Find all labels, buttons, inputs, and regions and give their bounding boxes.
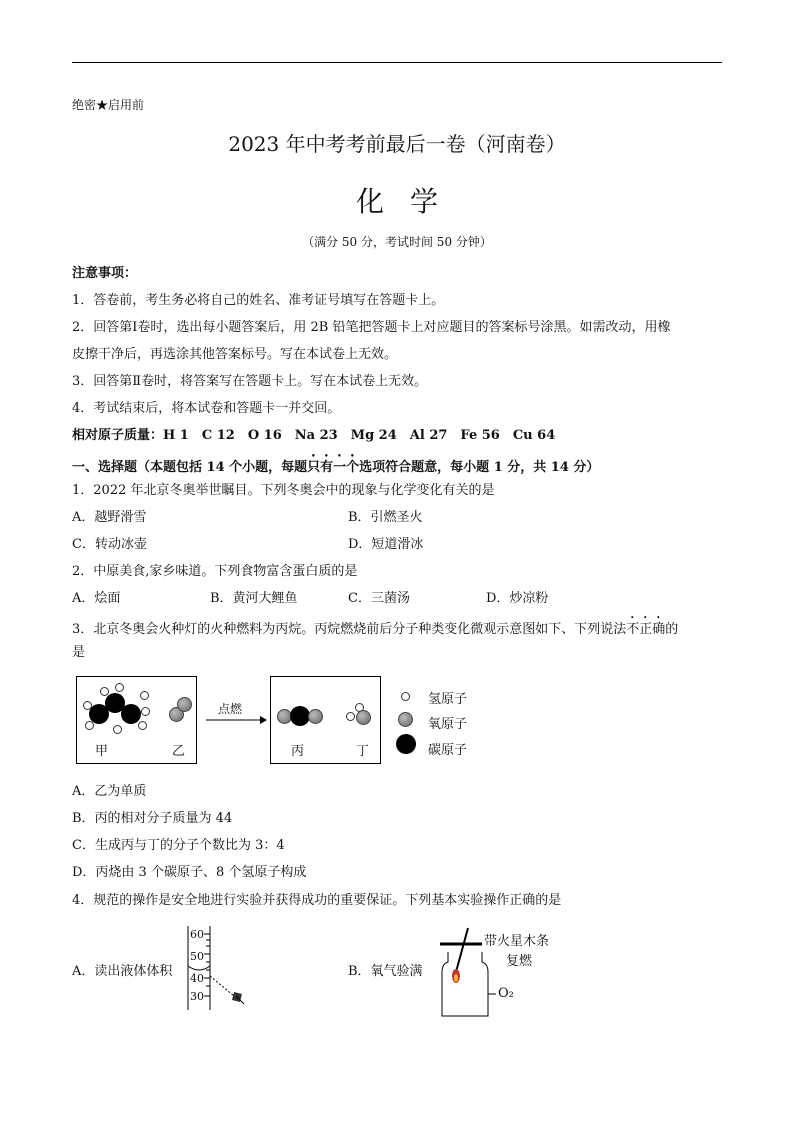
score-time-note: （满分 50 分，考试时间 50 分钟） xyxy=(302,235,492,249)
reactants-box xyxy=(76,676,197,764)
q3-option-c: C．生成丙与丁的分子个数比为 3：4 xyxy=(72,838,285,853)
q3-option-b: B．丙的相对分子质量为 44 xyxy=(72,811,233,826)
legend-carbon-label: 碳原子 xyxy=(428,743,468,758)
oxygen-gas-label: O₂ xyxy=(498,986,514,1001)
q2-option-b: B．黄河大鲤鱼 xyxy=(210,591,298,606)
hydrogen-atom xyxy=(115,683,124,692)
section-one-heading xyxy=(72,451,599,475)
exam-title: 2023 年中考考前最后一卷（河南卷） xyxy=(228,132,566,156)
legend-carbon-icon xyxy=(396,734,416,754)
graduated-cylinder-figure xyxy=(182,924,252,1014)
carbon-atom xyxy=(290,706,310,726)
section-one-emphasis: 只有一个 xyxy=(307,460,360,475)
section-one-pre: 一、选择题（本题包括 14 个小题，每题 xyxy=(72,460,308,475)
atomic-mass-line: 相对原子质量：H 1 C 12 O 16 Na 23 Mg 24 Al 27 Fe 56 Cu 64 xyxy=(72,428,556,443)
tick-label-50: 50 xyxy=(190,950,204,963)
note-item-2a: 2．回答第Ⅰ卷时，选出每小题答案后，用 2B 铅笔把答题卡上对应题目的答案标号涂黑。如需改动，用橡 xyxy=(72,320,671,335)
q2-option-a: A．烩面 xyxy=(72,591,121,606)
note-item-3: 3．回答第Ⅱ卷时，将答案写在答题卡上。写在本试卷上无效。 xyxy=(72,374,428,389)
note-item-2b: 皮擦干净后，再选涂其他答案标号。写在本试卷上无效。 xyxy=(72,347,398,362)
q2-option-d: D．炒凉粉 xyxy=(486,591,549,606)
label-ding: 丁 xyxy=(356,744,370,759)
q3-stem xyxy=(72,614,678,637)
label-yi: 乙 xyxy=(172,744,186,759)
tick-label-30: 30 xyxy=(190,990,204,1003)
arrow-label: 点燃 xyxy=(218,702,243,716)
q1-option-a: A．越野滑雪 xyxy=(72,510,147,525)
legend-oxygen-icon xyxy=(398,712,413,727)
oxygen-atom xyxy=(177,697,192,712)
confidential-label: 绝密★启用前 xyxy=(72,98,145,112)
q4-option-b: B．氧气验满 xyxy=(348,964,423,979)
oxygen-atom xyxy=(356,710,371,725)
hydrogen-atom xyxy=(113,725,122,734)
q3-option-d: D．丙烧由 3 个碳原子、8 个氢原子构成 xyxy=(72,865,307,880)
legend-hydrogen-icon xyxy=(401,692,410,701)
q3-option-a: A．乙为单质 xyxy=(72,784,147,799)
q4-stem: 4．规范的操作是安全地进行实验并获得成功的重要保证。下列基本实验操作正确的是 xyxy=(72,893,562,908)
q3-stem-pre: 3．北京冬奥会火种灯的火种燃料为丙烷。丙烷燃烧前后分子种类变化微观示意图如下、下列说法 xyxy=(72,622,627,637)
subject-title: 化学 xyxy=(355,185,464,218)
reaction-arrow-icon xyxy=(204,714,268,726)
hydrogen-atom xyxy=(140,691,149,700)
q3-stem-line2: 是 xyxy=(72,645,86,660)
hydrogen-atom xyxy=(141,707,150,716)
legend-oxygen-label: 氧原子 xyxy=(428,717,468,732)
notes-heading: 注意事项： xyxy=(72,266,138,281)
q4-option-a: A．读出液体体积 xyxy=(72,964,173,979)
q1-stem: 1．2022 年北京冬奥举世瞩目。下列冬奥会中的现象与化学变化有关的是 xyxy=(72,483,495,498)
oxygen-test-figure xyxy=(438,926,598,1022)
hydrogen-atom xyxy=(138,721,147,730)
oxygen-atom xyxy=(308,709,323,724)
products-box xyxy=(270,676,381,764)
q2-stem: 2．中原美食,家乡味道。下列食物富含蛋白质的是 xyxy=(72,564,358,579)
section-one-post: 选项符合题意，每小题 1 分，共 14 分） xyxy=(359,460,600,475)
splint-label: 带火星木条 xyxy=(484,934,550,949)
note-item-1: 1．答卷前，考生务必将自己的姓名、准考证号填写在答题卡上。 xyxy=(72,293,445,308)
q1-option-c: C．转动冰壶 xyxy=(72,537,147,552)
label-bing: 丙 xyxy=(291,744,305,759)
q1-option-b: B．引燃圣火 xyxy=(348,510,423,525)
q2-option-c: C．三菌汤 xyxy=(348,591,410,606)
legend-hydrogen-label: 氢原子 xyxy=(428,692,468,707)
hydrogen-atom xyxy=(346,712,355,721)
q3-stem-post: 的 xyxy=(665,622,679,637)
tick-label-60: 60 xyxy=(190,928,204,941)
q1-option-d: D．短道滑冰 xyxy=(348,537,424,552)
note-item-4: 4．考试结束后，将本试卷和答题卡一并交回。 xyxy=(72,401,341,416)
label-jia: 甲 xyxy=(95,744,109,759)
tick-label-40: 40 xyxy=(190,972,204,985)
molecule-reaction-diagram xyxy=(76,676,476,768)
carbon-atom xyxy=(121,704,141,724)
q3-stem-emphasis: 不正确 xyxy=(626,622,666,637)
header-rule xyxy=(72,62,722,63)
reignite-label: 复燃 xyxy=(506,954,533,969)
